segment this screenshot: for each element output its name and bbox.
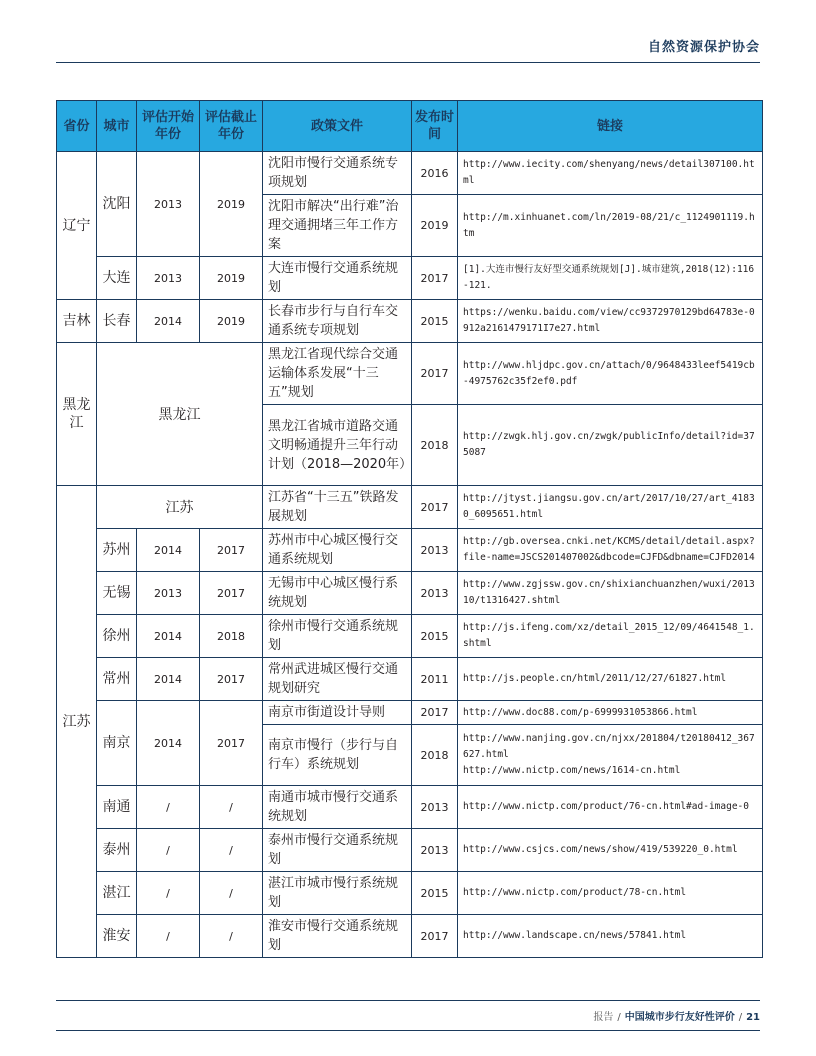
start-year-cell: 2014: [137, 658, 200, 701]
end-year-cell: 2019: [200, 300, 263, 343]
footer-bottom-rule: [56, 1030, 760, 1031]
province-cell: 江苏: [57, 486, 97, 958]
city-cell: 长春: [97, 300, 137, 343]
policy-document-cell: 江苏省“十三五”铁路发展规划: [263, 486, 412, 529]
link-text[interactable]: http://www.csjcs.com/news/show/419/539220_0.html: [463, 844, 738, 855]
link-cell: [458, 658, 763, 701]
link-cell: [458, 615, 763, 658]
end-year-cell: /: [200, 872, 263, 915]
link-cell: [458, 725, 763, 786]
link-cell: [458, 152, 763, 195]
link-text[interactable]: http://gb.oversea.cnki.net/KCMS/detail/detail.aspx?file-name=JSCS201407002&dbcode=CJFD&dbname=CJFD2014: [463, 536, 755, 563]
publish-year-cell: 2017: [412, 257, 458, 300]
table-row: [57, 915, 763, 958]
publish-year-cell: 2019: [412, 195, 458, 257]
publish-year-cell: 2017: [412, 701, 458, 725]
table-row: [57, 658, 763, 701]
policy-document-cell: 徐州市慢行交通系统规划: [263, 615, 412, 658]
table-row: [57, 300, 763, 343]
merged-region-cell: 黑龙江: [97, 343, 263, 486]
policy-document-cell: 无锡市中心城区慢行系统规划: [263, 572, 412, 615]
city-cell: 南京: [97, 701, 137, 786]
start-year-cell: 2014: [137, 300, 200, 343]
city-cell: 沈阳: [97, 152, 137, 257]
end-year-cell: /: [200, 829, 263, 872]
city-cell: 常州: [97, 658, 137, 701]
link-text[interactable]: http://www.iecity.com/shenyang/news/detail307100.html: [463, 159, 755, 186]
link-text[interactable]: http://www.zgjssw.gov.cn/shixianchuanzhen/wuxi/201310/t1316427.shtml: [463, 579, 755, 606]
footer-report-title: 中国城市步行友好性评价: [624, 1012, 735, 1023]
start-year-cell: 2013: [137, 257, 200, 300]
link-cell: [458, 572, 763, 615]
link-text[interactable]: http://www.nanjing.gov.cn/njxx/201804/t20180412_367627.html: [463, 733, 755, 760]
link-cell: [458, 701, 763, 725]
publish-year-cell: 2015: [412, 300, 458, 343]
link-text: [1].大连市慢行友好型交通系统规划[J].城市建筑,2018(12):116-121.: [463, 264, 755, 291]
link-cell: [458, 257, 763, 300]
link-text[interactable]: http://www.nictp.com/product/76-cn.html#ad-image-0: [463, 801, 749, 812]
publish-year-cell: 2017: [412, 915, 458, 958]
start-year-cell: 2014: [137, 615, 200, 658]
table-row: [57, 343, 763, 405]
start-year-cell: 2013: [137, 152, 200, 257]
organization-name: 自然资源保护协会: [647, 40, 760, 55]
policy-document-cell: 长春市步行与自行车交通系统专项规划: [263, 300, 412, 343]
policy-document-cell: 苏州市中心城区慢行交通系统规划: [263, 529, 412, 572]
publish-year-cell: 2013: [412, 829, 458, 872]
publish-year-cell: 2013: [412, 529, 458, 572]
publish-year-cell: 2013: [412, 572, 458, 615]
end-year-cell: 2018: [200, 615, 263, 658]
link-cell: [458, 829, 763, 872]
city-cell: 苏州: [97, 529, 137, 572]
start-year-cell: /: [137, 872, 200, 915]
end-year-cell: 2017: [200, 572, 263, 615]
link-text[interactable]: http://www.landscape.cn/news/57841.html: [463, 930, 687, 941]
publish-year-cell: 2016: [412, 152, 458, 195]
publish-year-cell: 2015: [412, 615, 458, 658]
table-header-row: [57, 101, 763, 152]
link-cell: [458, 343, 763, 405]
table-row: [57, 615, 763, 658]
start-year-cell: /: [137, 786, 200, 829]
link-cell: [458, 405, 763, 486]
footer-separator: /: [738, 1012, 743, 1023]
link-text[interactable]: http://www.nictp.com/news/1614-cn.html: [463, 765, 681, 776]
link-text[interactable]: http://jtyst.jiangsu.gov.cn/art/2017/10/27/art_41830_6095651.html: [463, 493, 755, 520]
publish-year-cell: 2017: [412, 343, 458, 405]
city-cell: 徐州: [97, 615, 137, 658]
policy-document-cell: 沈阳市解决“出行难”治理交通拥堵三年工作方案: [263, 195, 412, 257]
publish-year-cell: 2011: [412, 658, 458, 701]
province-cell: 辽宁: [57, 152, 97, 300]
publish-year-cell: 2013: [412, 786, 458, 829]
end-year-cell: /: [200, 786, 263, 829]
policy-document-cell: 泰州市慢行交通系统规划: [263, 829, 412, 872]
end-year-cell: 2019: [200, 257, 263, 300]
publish-year-cell: 2018: [412, 405, 458, 486]
link-cell: [458, 300, 763, 343]
policy-document-cell: 湛江市城市慢行系统规划: [263, 872, 412, 915]
policy-document-cell: 沈阳市慢行交通系统专项规划: [263, 152, 412, 195]
start-year-cell: 2013: [137, 572, 200, 615]
link-text[interactable]: http://js.people.cn/html/2011/12/27/61827.html: [463, 673, 727, 684]
city-cell: 淮安: [97, 915, 137, 958]
link-cell: [458, 872, 763, 915]
link-cell: [458, 915, 763, 958]
header-city: 城市: [97, 101, 137, 152]
publish-year-cell: 2015: [412, 872, 458, 915]
start-year-cell: /: [137, 829, 200, 872]
link-text[interactable]: http://www.hljdpc.gov.cn/attach/0/9648433leef5419cb-4975762c35f2ef0.pdf: [463, 359, 755, 387]
header-policy-document: 政策文件: [263, 101, 412, 152]
policy-table: [56, 100, 763, 958]
policy-document-cell: 南通市城市慢行交通系统规划: [263, 786, 412, 829]
policy-document-cell: 南京市街道设计导则: [263, 701, 412, 725]
policy-document-cell: 大连市慢行交通系统规划: [263, 257, 412, 300]
header-province: 省份: [57, 101, 97, 152]
page-footer: [593, 1008, 760, 1023]
end-year-cell: /: [200, 915, 263, 958]
link-cell: [458, 786, 763, 829]
table-row: [57, 152, 763, 195]
header-link: 链接: [458, 101, 763, 152]
header-rule: [56, 62, 760, 63]
link-text[interactable]: http://www.doc88.com/p-6999931053866.html: [463, 706, 698, 718]
link-cell: [458, 195, 763, 257]
city-cell: 南通: [97, 786, 137, 829]
table-row: [57, 829, 763, 872]
link-cell: [458, 529, 763, 572]
link-text[interactable]: http://www.nictp.com/product/78-cn.html: [463, 887, 687, 898]
start-year-cell: 2014: [137, 701, 200, 786]
page-number: 21: [746, 1012, 760, 1023]
table-row: [57, 572, 763, 615]
table-row: [57, 529, 763, 572]
link-cell: [458, 486, 763, 529]
table-row: [57, 486, 763, 529]
publish-year-cell: 2018: [412, 725, 458, 786]
end-year-cell: 2017: [200, 529, 263, 572]
policy-document-cell: 淮安市慢行交通系统规划: [263, 915, 412, 958]
link-text[interactable]: https://wenku.baidu.com/view/cc9372970129bd64783e-0912a2161479171I7e27.html: [463, 307, 755, 334]
footer-separator: /: [617, 1012, 621, 1023]
policy-document-cell: 黑龙江省现代综合交通运输体系发展“十三五”规划: [263, 343, 412, 405]
header-start-year: 评估开始年份: [137, 101, 200, 152]
end-year-cell: 2017: [200, 701, 263, 786]
header-publish-time: 发布时间: [412, 101, 458, 152]
footer-rule: [56, 1000, 760, 1001]
table-row: [57, 786, 763, 829]
link-text[interactable]: http://m.xinhuanet.com/ln/2019-08/21/c_1124901119.htm: [463, 211, 755, 239]
policy-document-cell: 南京市慢行（步行与自行车）系统规划: [263, 725, 412, 786]
link-text[interactable]: http://zwgk.hlj.gov.cn/zwgk/publicInfo/detail?id=375087: [463, 431, 755, 458]
table-row: [57, 701, 763, 725]
city-cell: 无锡: [97, 572, 137, 615]
end-year-cell: 2019: [200, 152, 263, 257]
province-cell: 黑龙江: [57, 343, 97, 486]
city-cell: 湛江: [97, 872, 137, 915]
start-year-cell: /: [137, 915, 200, 958]
header-end-year: 评估截止年份: [200, 101, 263, 152]
footer-report-label: 报告: [593, 1012, 614, 1023]
publish-year-cell: 2017: [412, 486, 458, 529]
link-text[interactable]: http://js.ifeng.com/xz/detail_2015_12/09/4641548_1.shtml: [463, 622, 755, 649]
table-row: [57, 257, 763, 300]
city-cell: 泰州: [97, 829, 137, 872]
policy-document-cell: 黑龙江省城市道路交通文明畅通提升三年行动计划（2018—2020年）: [263, 405, 412, 486]
merged-region-cell: 江苏: [97, 486, 263, 529]
policy-document-cell: 常州武进城区慢行交通规划研究: [263, 658, 412, 701]
city-cell: 大连: [97, 257, 137, 300]
table-row: [57, 872, 763, 915]
province-cell: 吉林: [57, 300, 97, 343]
start-year-cell: 2014: [137, 529, 200, 572]
end-year-cell: 2017: [200, 658, 263, 701]
